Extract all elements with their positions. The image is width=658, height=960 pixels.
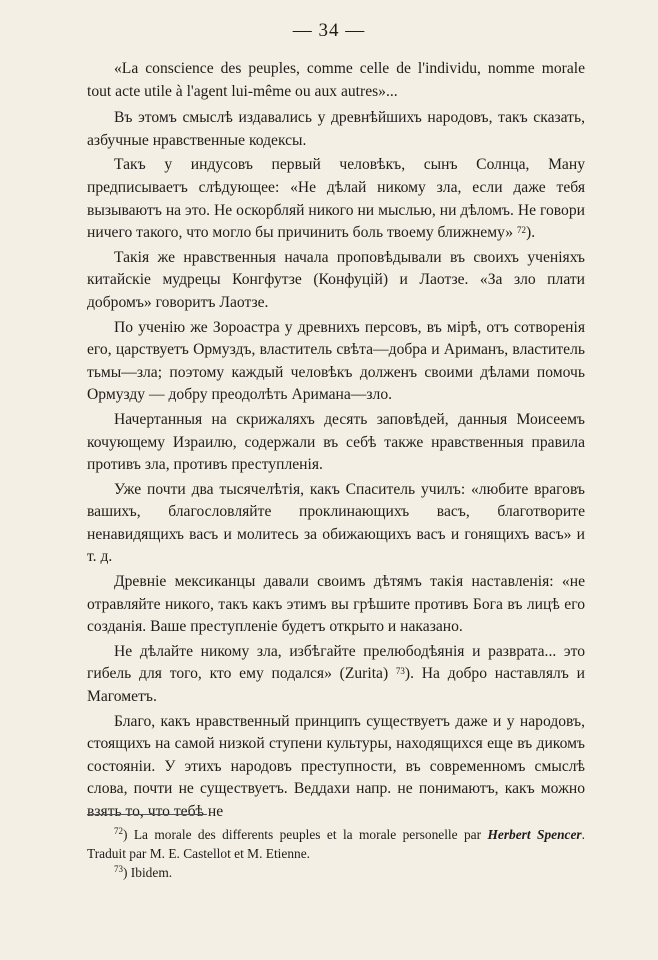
- footnote-divider: [87, 814, 207, 815]
- footnote-72-text-b: . Traduit par M. E. Castellot et M. Etienne.: [87, 827, 585, 861]
- paragraph-savior: Уже почти два тысячелѣтія, какъ Спаситель училъ: «любите враговъ вашихъ, благословляйте проклинающихъ васъ, благотворите ненавидящихъ васъ и молитесь за обижающихъ васъ и гонящихъ васъ» и т. д.: [87, 480, 585, 566]
- body-text: [87, 58, 585, 826]
- footnotes: [87, 825, 585, 882]
- footnote-number-73: 73: [114, 864, 123, 874]
- footnote-number-72: 72: [114, 826, 123, 836]
- footnote-ref-73[interactable]: 73: [395, 666, 405, 677]
- paragraph-french-quote: «La conscience des peuples, comme celle de l'individu, nomme morale tout acte utile à l'agent lui-même ou aux autres»...: [87, 60, 585, 100]
- manu-close: ).: [526, 224, 536, 242]
- paragraph-zoroaster: По ученію же Зороастра у древнихъ персовъ, въ мірѣ, отъ сотворенія его, царствуетъ Ормуздъ, властитель свѣта—добра и Ариманъ, властитель тьмы—зла; поэтому каждый человѣкъ долженъ своими дѣлами помочь Ормузду — добру преодолѣть Аримана—зло.: [87, 318, 585, 404]
- zurita-text: Не дѣлайте никому зла, избѣгайте прелюбодѣянія и разврата... это гибель для того, кто ему подался» (Zurita): [87, 642, 585, 683]
- paragraph-primitive-peoples: Благо, какъ нравственный принципъ существуетъ даже и у народовъ, стоящихъ на самой низкой ступени культуры, находящихся еще въ дикомъ состояніи. У этихъ народовъ преступности, въ современномъ смыслѣ слова, почти не существуетъ. Веддахи напр. не понимаютъ, какъ можно взять то, что тебѣ не: [87, 712, 585, 820]
- footnote-72-author: Herbert Spencer: [487, 827, 582, 842]
- page-number: — 34 —: [292, 20, 366, 41]
- footnote-73: [87, 863, 585, 882]
- paragraph-commandments: Начертанныя на скрижаляхъ десять заповѣдей, данныя Моисеемъ кочующему Израилю, содержали въ себѣ также нравственныя правила противъ зла, противъ преступленія.: [87, 410, 585, 474]
- footnote-73-text: ) Ibidem.: [123, 865, 173, 880]
- manu-text: Такъ у индусовъ первый человѣкъ, сынъ Солнца, Ману предписываетъ слѣдующее: «Не дѣлай никому зла, если даже тебя вызываютъ на это. Не оскорбляй никого ни мыслью, ни дѣломъ. Не говори ничего такого, что могло бы причинить боль твоему ближнему»: [87, 156, 585, 242]
- zurita-close: ).: [404, 665, 415, 683]
- paragraph-ancient-codes: Въ этомъ смыслѣ издавались у древнѣйшихъ народовъ, такъ сказать, азбучные нравственные кодексы.: [87, 109, 585, 149]
- paragraph-manu: [87, 154, 585, 244]
- mohammed-text: На добро наставлялъ и Магометъ.: [87, 665, 585, 706]
- paragraph-zurita: [87, 641, 585, 709]
- footnote-ref-72[interactable]: 72: [517, 225, 526, 236]
- paragraph-mexicans: Древніе мексиканцы давали своимъ дѣтямъ такія наставленія: «не отравляйте никого, такъ какъ этимъ вы грѣшите противъ Бога въ лицѣ его созданія. Ваше преступленіе будетъ открыто и наказано.: [87, 573, 585, 636]
- footnote-72: [87, 825, 585, 863]
- paragraph-confucius: Такія же нравственныя начала проповѣдывали въ своихъ ученіяхъ китайскіе мудрецы Конгфутзе (Конфуцій) и Лаотзе. «За зло плати добромъ» говоритъ Лаотзе.: [87, 248, 585, 311]
- footnote-72-text-a: ) La morale des differents peuples et la morale personelle par: [123, 827, 488, 842]
